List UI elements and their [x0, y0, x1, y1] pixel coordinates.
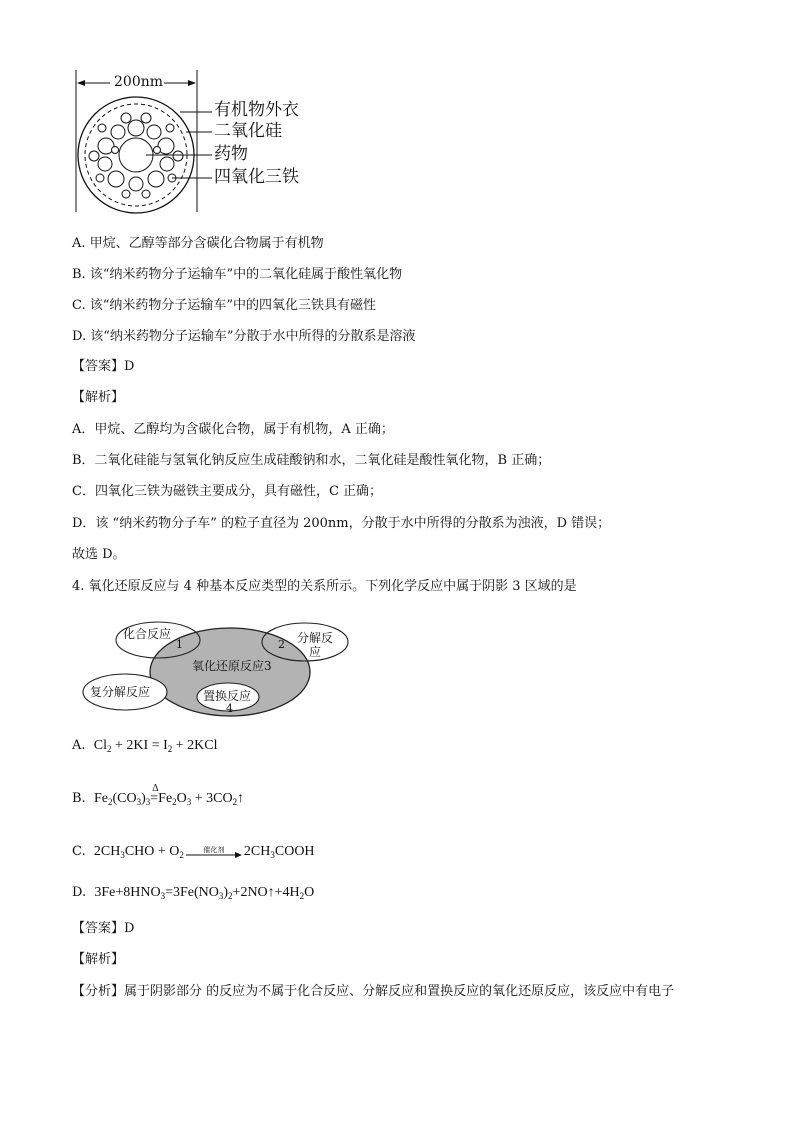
- option-3d: D. 该“纳米药物分子运输车”分散于水中所得的分散系是溶液: [72, 329, 416, 344]
- analysis-3-conclusion: 故选 D。: [72, 547, 126, 562]
- equation-b: $Fe_2(CO_3)_3$ Δ $=Fe_2O_3$ + $3CO_2↑$: [94, 791, 244, 806]
- venn-redox: 氧化还原反应3: [192, 659, 272, 673]
- venn-displacement: 置换反应: [203, 689, 252, 703]
- equation-d: $3Fe+8HNO_3=3Fe(NO_3)_2+2NO↑+4H_2O$: [94, 885, 315, 901]
- option-4c: [72, 843, 315, 861]
- analysis-3-line-c: C．四氧化三铁为磁铁主要成分，具有磁性，C 正确；: [72, 484, 383, 499]
- label-fe3o4: 四氧化三铁: [214, 167, 299, 187]
- option-3b: B. 该“纳米药物分子运输车”中的二氧化硅属于酸性氧化物: [72, 267, 403, 282]
- option-4d: [72, 884, 314, 902]
- option-3a: A. 甲烷、乙醇等部分含碳化合物属于有机物: [72, 236, 324, 251]
- venn-double-decomposition: 复分解反应: [90, 685, 151, 699]
- catalyst-arrow: [184, 843, 244, 861]
- option-4a: [72, 737, 218, 755]
- nano-carrier-figure: [60, 66, 380, 216]
- analysis-3-line-b: B．二氧化硅能与氢氧化钠反应生成硅酸钠和水，二氧化硅是酸性氧化物，B 正确；: [72, 453, 551, 468]
- analysis-4-title: 【解析】: [72, 952, 125, 967]
- answer-3: 【答案】D: [72, 359, 135, 374]
- reaction-venn-diagram: [80, 616, 360, 722]
- answer-4: 【答案】D: [72, 921, 135, 936]
- label-drug: 药物: [214, 144, 248, 164]
- venn-num-4: 4: [226, 702, 233, 715]
- venn-decomposition-1: 分解反: [297, 631, 334, 645]
- equation-a: $Cl_2 + 2KI = I_2 + 2KCl$: [93, 738, 218, 754]
- venn-num-2: 2: [278, 638, 285, 651]
- catalyst-label: 催化剂: [203, 846, 225, 854]
- nano-carrier-diagram: [60, 66, 380, 216]
- question-4-stem: 4. 氧化还原反应与 4 种基本反应类型的关系所示。下列化学反应中属于阴影 3 区域的是: [72, 579, 577, 594]
- venn-num-1: 1: [176, 638, 183, 651]
- option-3c: C. 该“纳米药物分子运输车”中的四氧化三铁具有磁性: [72, 298, 377, 313]
- option-4d-label: D.: [72, 885, 87, 900]
- analysis-3-line-d: D．该 “纳米药物分子车” 的粒子直径为 200nm，分散于水中所得的分散系为浊液，D 错误；: [72, 516, 611, 531]
- label-organic-coat: 有机物外衣: [214, 100, 299, 120]
- option-4b-label: B.: [72, 791, 86, 806]
- option-4b: [72, 783, 245, 808]
- label-silica: 二氧化硅: [214, 121, 282, 141]
- heat-symbol: Δ: [152, 783, 159, 794]
- venn-decomposition-2: 应: [309, 645, 322, 659]
- option-4a-label: A.: [72, 738, 86, 753]
- venn-combination: 化合反应: [123, 627, 172, 641]
- option-4c-label: C.: [72, 844, 86, 860]
- dimension-label: 200nm: [114, 74, 164, 90]
- equation-c: $2CH_3CHO + O_2$ 催化剂 $2CH_3COOH$: [94, 844, 315, 859]
- analysis-3-line-a: A．甲烷、乙醇均为含碳化合物，属于有机物，A 正确；: [72, 422, 394, 437]
- analysis-4-text: 【分析】属于阴影部分 的反应为不属于化合反应、分解反应和置换反应的氧化还原反应，该反应中有电子: [72, 984, 675, 999]
- analysis-3-title: 【解析】: [72, 390, 125, 405]
